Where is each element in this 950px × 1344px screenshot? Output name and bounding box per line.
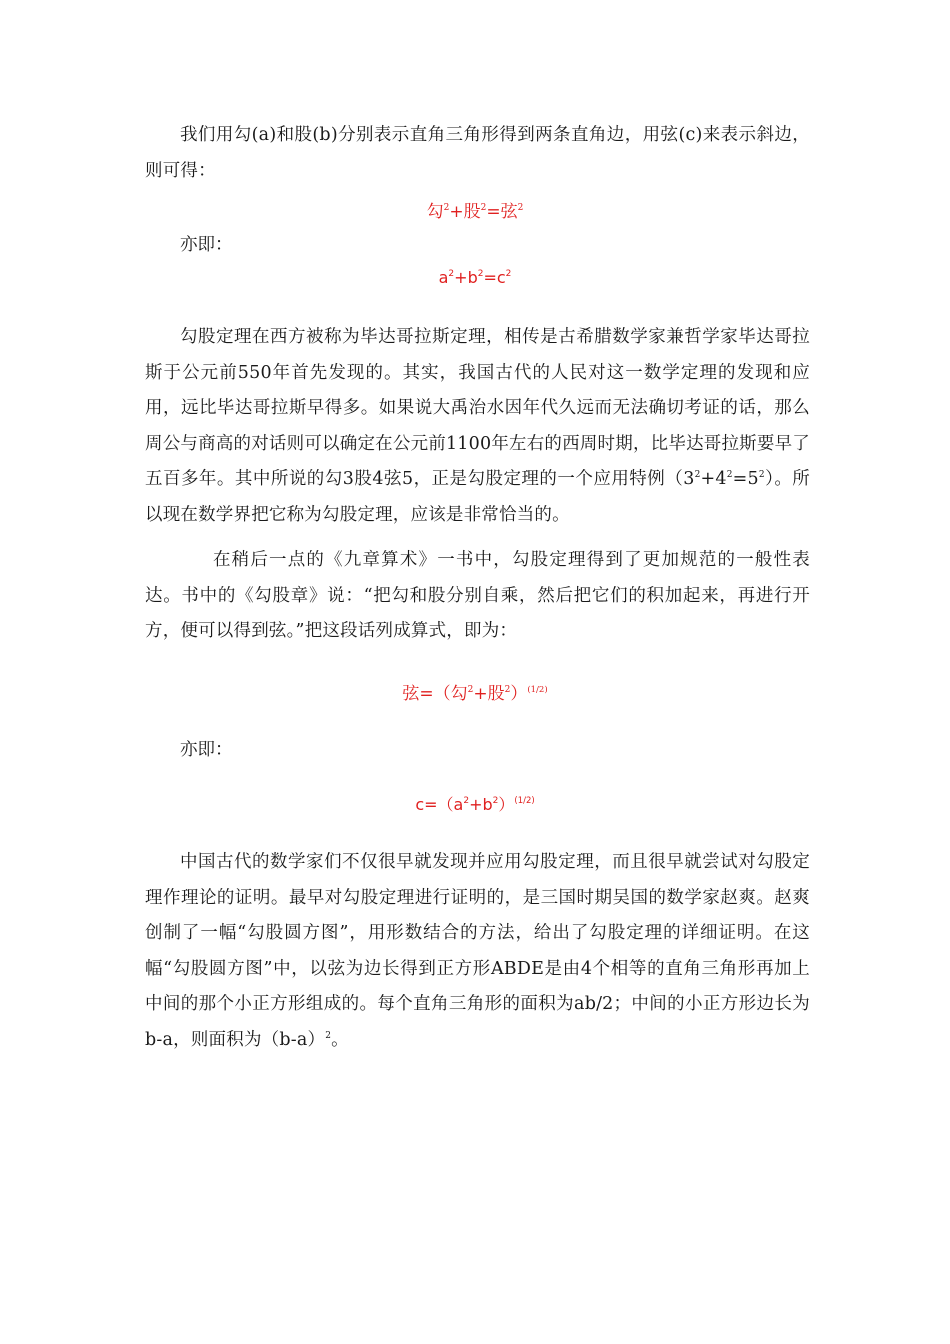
paragraph-history: 勾股定理在西方被称为毕达哥拉斯定理，相传是古希腊数学家兼哲学家毕达哥拉斯于公元前550年首先发现的。其实，我国古代的人民对这一数学定理的发现和应用，远比毕达哥拉斯早得多。如果说大禹治水因年代久远而无法确切考证的话，那么周公与商高的对话则可以确定在公元前1100年左右的西周时期，比毕达哥拉斯要早了五百多年。其中所说的勾3股4弦5，正是勾股定理的一个应用特例$(3^2+4^2=5^2)$。所以现在数学界把它称为勾股定理，应该是非常恰当的。: [145, 327, 810, 525]
paragraph-intro: 我们用勾(a)和股(b)分别表示直角三角形得到两条直角边，用弦(c)来表示斜边，则可得：: [145, 125, 810, 181]
paragraph-jiuzhang: 在稍后一点的《九章算术》一书中，勾股定理得到了更加规范的一般性表达。书中的《勾股章》说：“把勾和股分别自乘，然后把它们的积加起来，再进行开方，便可以得到弦。”把这段话列成算式，即为：: [145, 550, 810, 641]
formula-c-root: $c=(a^2+b^2)^{(1/2)}$: [415, 795, 535, 814]
label-yiji-2: 亦即：: [180, 740, 233, 760]
label-yiji-1: 亦即：: [180, 235, 233, 255]
formula-xian-root: 弦=（勾$^2$+股$^2$）$^{(1/2)}$: [402, 684, 548, 704]
paragraph-proof: 中国古代的数学家们不仅很早就发现并应用勾股定理，而且很早就尝试对勾股定理作理论的证明。最早对勾股定理进行证明的，是三国时期吴国的数学家赵爽。赵爽创制了一幅“勾股圆方图”，用形数结合的方法，给出了勾股定理的详细证明。在这幅“勾股圆方图”中，以弦为边长得到正方形ABDE是由4个相等的直角三角形再加上中间的那个小正方形组成的。每个直角三角形的面积为ab/2；中间的小正方形边长为b-a，则面积为$(b-a)^2$。: [145, 852, 810, 1050]
formula-gougu-chinese: 勾$^2$+股$^2$=弦$^2$: [426, 202, 524, 222]
formula-abc: $a^2+b^2=c^2$: [438, 268, 512, 287]
